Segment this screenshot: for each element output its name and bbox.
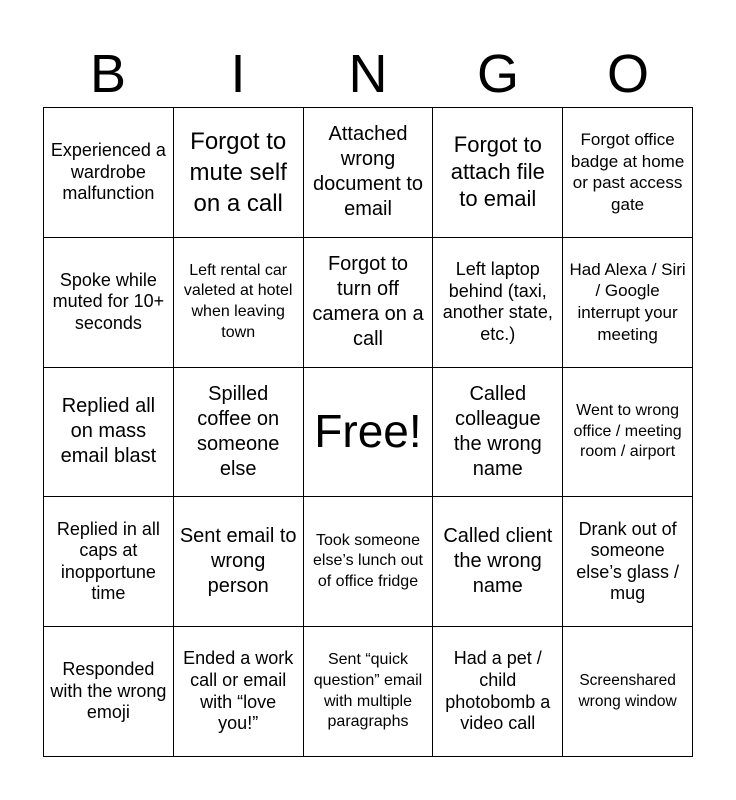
bingo-cell[interactable] [433,368,563,498]
bingo-cell[interactable] [433,627,563,757]
header-letter-b: B [89,44,127,104]
header-letter-i: I [230,44,246,104]
cell-text: Had a pet / child photobomb a video call [445,648,551,734]
cell-text: Spoke while muted for 10+ seconds [52,269,165,333]
bingo-cell[interactable] [433,497,563,627]
cell-text: Forgot office badge at home or past access gate [570,129,685,215]
cell-text: Went to wrong office / meeting room / airport [573,401,682,461]
cell-text: Left rental car valeted at hotel when leaving town [183,261,293,341]
free-space-cell[interactable] [304,368,434,498]
cell-text: Called colleague the wrong name [453,382,542,480]
cell-text: Left laptop behind (taxi, another state, etc.) [442,259,553,344]
cell-text: Forgot to attach file to email [450,132,545,211]
bingo-cell[interactable] [44,497,174,627]
bingo-cell[interactable] [304,238,434,368]
cell-text: Ended a work call or email with “love you!” [183,648,294,734]
cell-text: Replied all on mass email blast [60,395,157,468]
cell-text: Took someone else’s lunch out of office fridge [312,531,423,591]
header-letter-o: O [606,44,649,104]
bingo-cell[interactable] [433,108,563,238]
bingo-cell[interactable] [44,627,174,757]
bingo-cell[interactable] [44,238,174,368]
cell-text: Responded with the wrong emoji [50,659,167,723]
cell-text: Forgot to turn off camera on a call [312,253,424,351]
bingo-cell[interactable] [174,627,304,757]
cell-text: Screenshared wrong window [578,671,677,710]
free-space-text: Free! [314,405,422,458]
cell-text: Attached wrong document to email [312,123,424,221]
bingo-cell[interactable] [433,238,563,368]
bingo-cell[interactable] [304,108,434,238]
bingo-cell[interactable] [44,108,174,238]
bingo-cell[interactable] [174,108,304,238]
bingo-cell[interactable] [563,368,693,498]
header-letter-g: G [476,44,519,104]
cell-text: Spilled coffee on someone else [197,382,280,480]
bingo-cell[interactable] [563,108,693,238]
header-letter-n: N [348,44,388,104]
bingo-header [43,44,693,104]
bingo-board [43,107,693,757]
bingo-cell[interactable] [563,238,693,368]
bingo-cell[interactable] [563,497,693,627]
cell-text: Called client the wrong name [443,525,553,598]
bingo-cell[interactable] [174,368,304,498]
bingo-cell[interactable] [44,368,174,498]
cell-text: Forgot to mute self on a call [189,127,287,217]
bingo-cell[interactable] [563,627,693,757]
bingo-cell[interactable] [304,497,434,627]
cell-text: Had Alexa / Siri / Google interrupt your meeting [569,259,686,344]
cell-text: Drank out of someone else’s glass / mug [576,518,679,604]
cell-text: Replied in all caps at inopportune time [56,518,160,604]
cell-text: Experienced a wardrobe malfunction [50,140,166,204]
cell-text: Sent “quick question” email with multiple paragraphs [313,651,423,731]
cell-text: Sent email to wrong person [179,525,297,598]
bingo-cell[interactable] [304,627,434,757]
bingo-cell[interactable] [174,497,304,627]
bingo-cell[interactable] [174,238,304,368]
